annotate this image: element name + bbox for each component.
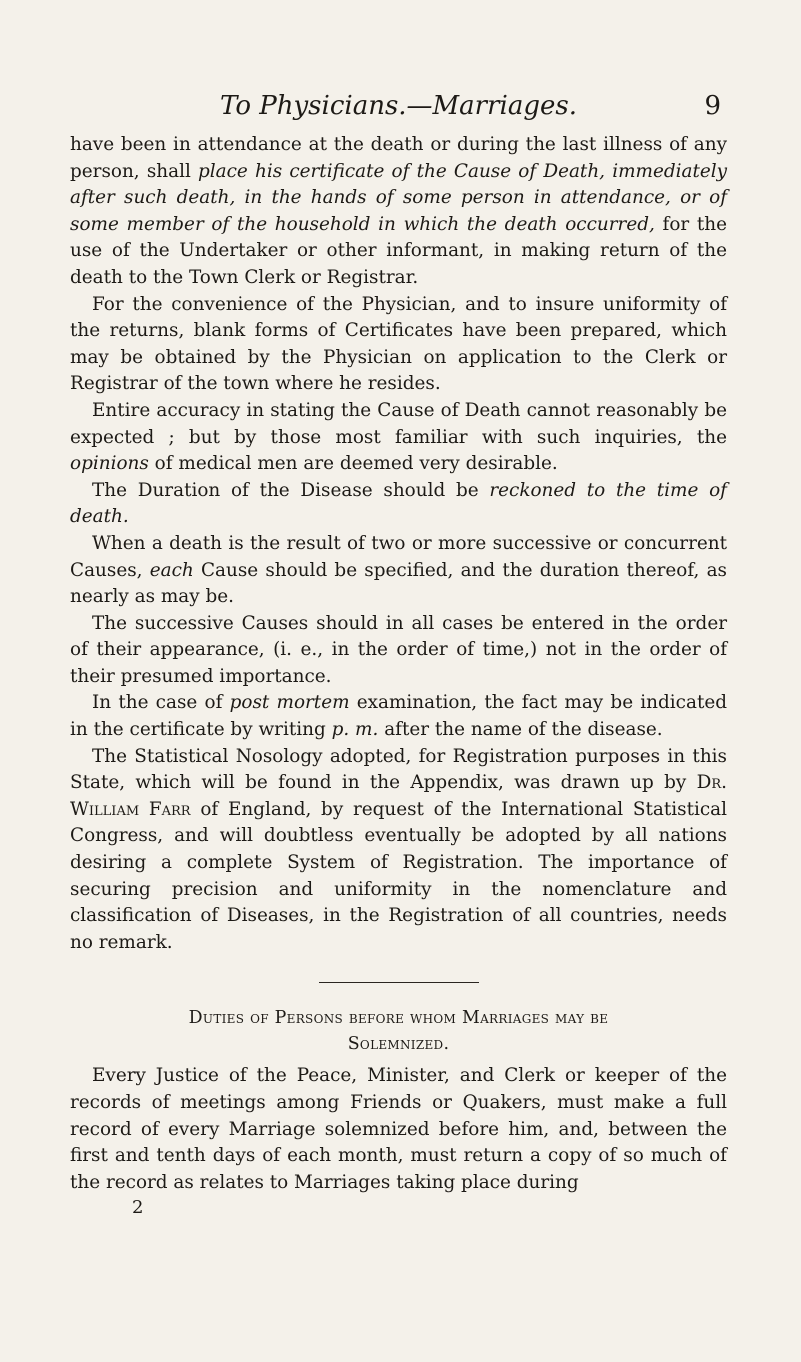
marriages-section: [70, 1063, 727, 1196]
italic-run: p. m.: [331, 719, 379, 741]
text-run: of medical men are deemed very desirable.: [148, 453, 558, 475]
paragraph: [70, 478, 727, 531]
paragraph: [70, 132, 727, 292]
running-head: [70, 86, 727, 126]
paragraph: [70, 531, 727, 611]
text-run: The Statistical Nosology adopted, for Registration purposes in this State, which will be found in the Appendix, was drawn up by: [70, 745, 727, 794]
paragraph: [70, 398, 727, 478]
text-run: after the name of the disease.: [378, 719, 663, 741]
text-run: Cause should be specified, and the duration thereof, as nearly as may be.: [70, 559, 727, 608]
paragraph: [70, 744, 727, 957]
text-run: Entire accuracy in stating the Cause of Death cannot reasonably be expected ; but by those most familiar with such inquiries, the: [70, 399, 727, 448]
section-heading: [70, 1005, 727, 1057]
heading-line: Solemnized.: [347, 1034, 450, 1055]
small-caps-run: Dr. William Farr: [70, 772, 727, 820]
italic-run: opinions: [70, 453, 149, 475]
signature-mark: 2: [132, 1197, 144, 1219]
text-run: The Duration of the Disease should be: [92, 479, 490, 501]
page-number: 9: [704, 91, 721, 121]
paragraph: [70, 690, 727, 743]
running-title: To Physicians.—Marriages.: [220, 91, 577, 121]
physicians-section: [70, 132, 727, 956]
text-run: In the case of: [92, 692, 230, 714]
italic-run: place his certificate of the Cause of Death, immediately after such death, in the hands of some person in attendance, or of some member of the household in which the death occurred,: [70, 160, 727, 235]
paragraph: The successive Causes should in all cases be entered in the order of their appearance, (i. e., in the order of time,) not in the order of their presumed importance.: [70, 612, 727, 687]
section-divider: [319, 982, 479, 983]
text-run: for the use of the Undertaker or other informant, in making return of the death to the Town Clerk or Registrar.: [70, 213, 727, 288]
text-run: have been in attendance at the death or during the last illness of any person, shall: [70, 134, 727, 182]
italic-run: each: [149, 559, 194, 581]
paragraph: For the convenience of the Physician, and to insure uniformity of the returns, blank forms of Certificates have been prepared, which may be obtained by the Physician on application to the Clerk or Registrar of the town where he resides.: [70, 293, 727, 395]
text-run: When a death is the result of two or more successive or concurrent Causes,: [70, 532, 727, 581]
italic-run: post mortem: [229, 692, 350, 714]
paragraph: Every Justice of the Peace, Minister, and Clerk or keeper of the records of meetings among Friends or Quakers, must make a full record of every Marriage solemnized before him, and, between the first and tenth days of each month, must return a copy of so much of the record as relates to Marriages taking place during: [70, 1065, 727, 1193]
text-run: of England, by request of the International Statistical Congress, and will doubtless eventually be adopted by all nations desiring a complete System of Registration. The importance of securing precision and uniformity in the nomenclature and classification of Diseases, in the Registration of all countries, needs no remark.: [70, 798, 727, 953]
text-run: examination, the fact may be indicated in the certificate by writing: [70, 692, 727, 741]
heading-line: Duties of Persons before whom Marriages may be: [188, 1008, 609, 1029]
italic-run: reckoned to the time of death.: [70, 479, 727, 528]
